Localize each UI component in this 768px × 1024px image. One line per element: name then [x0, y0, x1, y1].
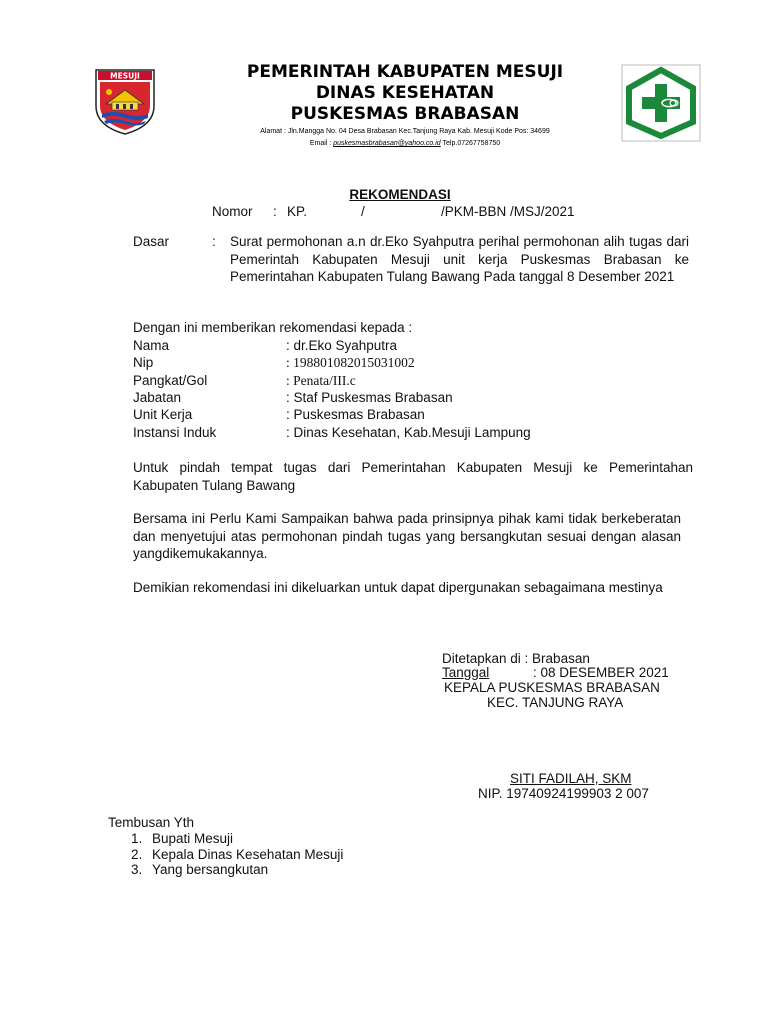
email-link[interactable]: puskesmasbrabasan@yahoo.co.id — [333, 140, 441, 147]
field-value-instansi: : Dinas Kesehatan, Kab.Mesuji Lampung — [286, 425, 531, 440]
header-contact — [170, 139, 640, 149]
dasar-label: Dasar — [133, 234, 170, 249]
dasar-text: Surat permohonan a.n dr.Eko Syahputra perihal permohonan alih tugas dari Pemerintah Kabupaten Mesuji unit kerja Puskesmas Brabasan ke Pemerintahan Kabupaten Tulang Bawang Pada tanggal 8 Desember 2021 — [230, 234, 689, 284]
header-line-3: PUSKESMAS BRABASAN — [290, 104, 520, 124]
paragraph-persetujuan: Bersama ini Perlu Kami Sampaikan bahwa pada prinsipnya pihak kami tidak berkeberatan dan menyetujui atas permohonan pindah tugas yang bersangkutan sesuai dengan alasan yangdikemukakannya. — [133, 511, 681, 561]
field-label-unit-kerja: Unit Kerja — [133, 407, 193, 422]
mesuji-regency-logo — [92, 66, 158, 136]
tembusan-item: 1. — [131, 831, 143, 846]
field-label-jabatan: Jabatan — [133, 390, 182, 405]
logo-banner-text: MESUJI — [110, 71, 140, 81]
email-label: Email : — [309, 140, 332, 147]
signature-position-1: KEPALA PUSKESMAS BRABASAN — [444, 680, 660, 695]
field-value-nama: : dr.Eko Syahputra — [286, 338, 398, 353]
nomor-kp: KP. — [287, 204, 308, 219]
signatory-nip: NIP. 19740924199903 2 007 — [478, 786, 649, 801]
signature-date-label: Tanggal — [442, 665, 490, 680]
header-address: Alamat : Jln.Mangga No. 04 Desa Brabasan Kec.Tanjung Raya Kab. Mesuji Kode Pos: 34699 — [260, 128, 550, 135]
document-title: REKOMENDASI — [349, 187, 451, 202]
nomor-separator: : — [273, 204, 277, 219]
tembusan-item-text: Yang bersangkutan — [152, 862, 269, 877]
tembusan-item: 3. — [131, 862, 143, 877]
phone-text: Telp.07267758750 — [442, 140, 501, 147]
letterhead — [170, 62, 640, 149]
signature-date-value: : 08 DESEMBER 2021 — [533, 665, 669, 680]
signature-place: Ditetapkan di : Brabasan — [442, 651, 590, 666]
header-line-2: DINAS KESEHATAN — [315, 83, 495, 103]
intro-text: Dengan ini memberikan rekomendasi kepada : — [133, 320, 413, 335]
signatory-name: SITI FADILAH, SKM — [510, 771, 632, 786]
header-line-1: PEMERINTAH KABUPATEN MESUJI — [246, 62, 564, 82]
tembusan-item-text: Bupati Mesuji — [152, 831, 234, 846]
nomor-label: Nomor — [212, 204, 253, 219]
puskesmas-logo — [621, 64, 701, 142]
tembusan-item-text: Kepala Dinas Kesehatan Mesuji — [152, 847, 344, 862]
field-label-nip: Nip — [133, 355, 154, 370]
nomor-slash: / — [361, 204, 365, 219]
paragraph-pindah: Untuk pindah tempat tugas dari Pemerintahan Kabupaten Mesuji ke Pemerintahan Kabupaten Tulang Bawang — [133, 460, 693, 493]
tembusan-label: Tembusan Yth — [108, 815, 195, 830]
field-value-jabatan: : Staf Puskesmas Brabasan — [286, 390, 453, 405]
field-label-instansi: Instansi Induk — [133, 425, 217, 440]
field-label-nama: Nama — [133, 338, 170, 353]
paragraph-penutup: Demikian rekomendasi ini dikeluarkan untuk dapat dipergunakan sebagaimana mestinya — [133, 580, 663, 595]
signature-position-2: KEC. TANJUNG RAYA — [487, 695, 624, 710]
field-label-pangkat: Pangkat/Gol — [133, 373, 208, 388]
field-value-pangkat: : Penata/III.c — [286, 373, 356, 388]
dasar-separator: : — [212, 234, 216, 249]
field-value-unit-kerja: : Puskesmas Brabasan — [286, 407, 425, 422]
nomor-suffix: /PKM-BBN /MSJ/2021 — [441, 204, 575, 219]
field-value-nip: : 198801082015031002 — [286, 355, 415, 370]
tembusan-item: 2. — [131, 847, 143, 862]
